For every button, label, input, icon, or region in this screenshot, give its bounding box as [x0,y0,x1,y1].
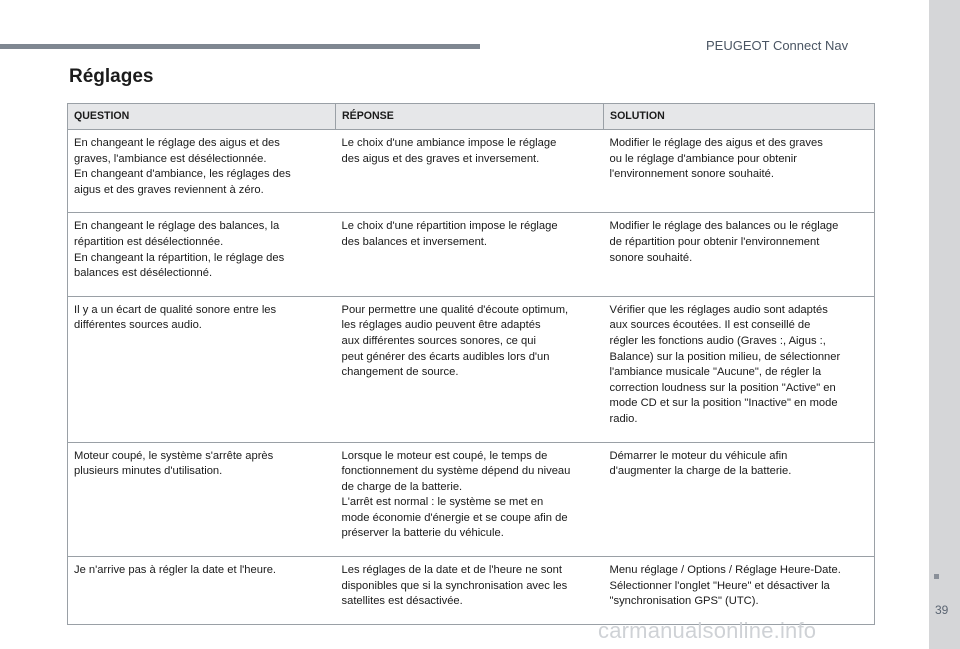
solution-cell: Modifier le réglage des aigus et des graves ou le réglage d'ambiance pour obtenir l'environnement sonore souhaité. [604,130,875,213]
table-row [68,296,875,442]
table-row [68,213,875,296]
table-row [68,442,875,557]
page-number: 39 [935,603,949,617]
reponse-cell: Le choix d'une ambiance impose le réglage des aigus et des graves et inversement. [336,130,604,213]
reponse-cell: Lorsque le moteur est coupé, le temps de fonctionnement du système dépend du niveau de charge de la batterie. L'arrêt est normal : le système se met en mode économie d'énergie et se coupe afin de préserver la batterie du véhicule. [336,442,604,557]
reponse-cell: Le choix d'une répartition impose le réglage des balances et inversement. [336,213,604,296]
solution-cell: Modifier le réglage des balances ou le réglage de répartition pour obtenir l'environnement sonore souhaité. [604,213,875,296]
troubleshooting-table [67,103,875,625]
table-row [68,130,875,213]
page-edge-bar [929,0,960,649]
solution-cell: Démarrer le moteur du véhicule afin d'augmenter la charge de la batterie. [604,442,875,557]
column-header-question: QUESTION [68,104,336,130]
page-title: Réglages [69,66,154,87]
table-row [68,557,875,625]
question-cell: Je n'arrive pas à régler la date et l'heure. [68,557,336,625]
question-cell: Moteur coupé, le système s'arrête après plusieurs minutes d'utilisation. [68,442,336,557]
column-header-reponse: RÉPONSE [336,104,604,130]
reponse-cell: Les réglages de la date et de l'heure ne sont disponibles que si la synchronisation avec les satellites est désactivée. [336,557,604,625]
brand-label: PEUGEOT Connect Nav [706,38,849,53]
reponse-cell: Pour permettre une qualité d'écoute optimum, les réglages audio peuvent être adaptés aux différentes sources sonores, ce qui peut générer des écarts audibles lors d'un changement de source. [336,296,604,442]
question-cell: En changeant le réglage des aigus et des graves, l'ambiance est désélectionnée. En changeant d'ambiance, les réglages des aigus et des graves reviennent à zéro. [68,130,336,213]
header-rule [0,44,480,49]
watermark-text: carmanualsonline.info [598,618,817,643]
solution-cell: Vérifier que les réglages audio sont adaptés aux sources écoutées. Il est conseillé de régler les fonctions audio (Graves :, Aigus :, Balance) sur la position milieu, de sélectionner l'ambiance musicale "Aucune", de régler la correction loudness sur la position "Active" en mode CD et sur la position "Inactive" en mode radio. [604,296,875,442]
page-marker-bullet [934,574,939,579]
solution-cell: Menu réglage / Options / Réglage Heure-Date. Sélectionner l'onglet "Heure" et désactiver la "synchronisation GPS" (UTC). [604,557,875,625]
column-header-solution: SOLUTION [604,104,875,130]
question-cell: En changeant le réglage des balances, la répartition est désélectionnée. En changeant la répartition, le réglage des balances est désélectionné. [68,213,336,296]
question-cell: Il y a un écart de qualité sonore entre les différentes sources audio. [68,296,336,442]
table-header-row [68,104,875,130]
